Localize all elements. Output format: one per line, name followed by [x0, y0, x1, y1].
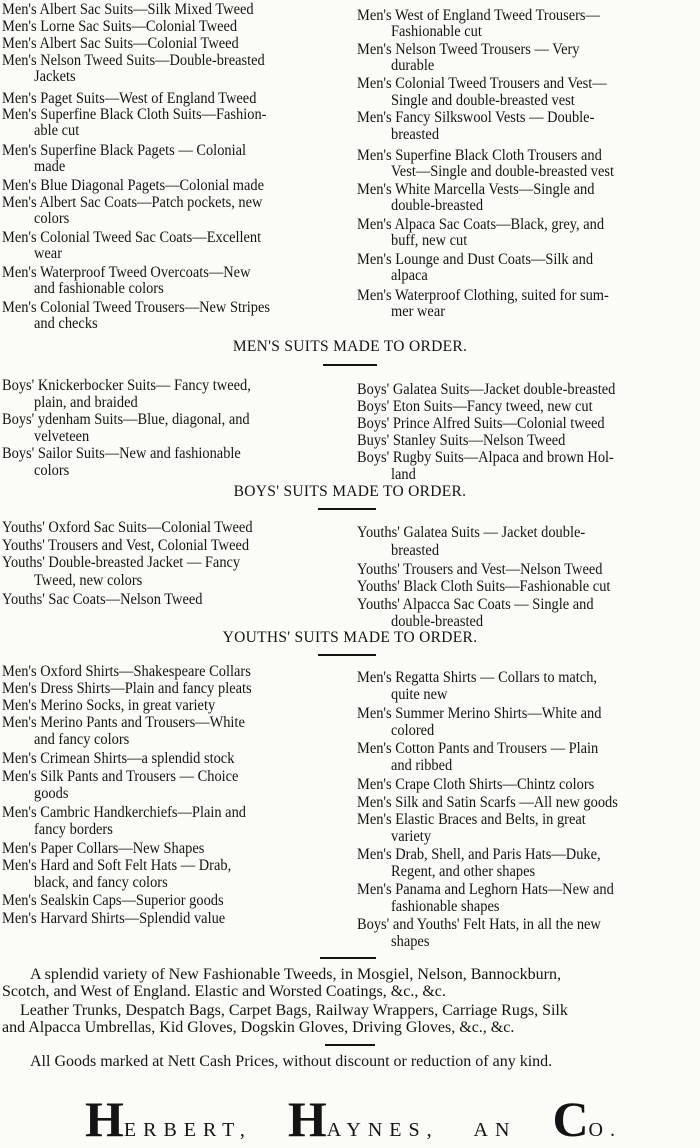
list-item: Youths' Double-breasted Jacket — Fancy — [2, 554, 241, 571]
list-item-continuation: double-breasted — [391, 613, 484, 630]
list-item: Boys' ydenham Suits—Blue, diagonal, and — [2, 411, 250, 428]
tweeds-paragraph-line: Scotch, and West of England. Elastic and Worsted Coatings, &c., &c. — [2, 983, 446, 1000]
goods-paragraph-line: Leather Trunks, Despatch Bags, Carpet Bags, Railway Wrappers, Carriage Rugs, Silk — [20, 1002, 568, 1019]
list-item-continuation: Jackets — [34, 68, 76, 85]
list-item: Boys' and Youths' Felt Hats, in all the new — [357, 916, 601, 933]
mens-section-heading: MEN'S SUITS MADE TO ORDER. — [232, 338, 468, 355]
list-item: Youths' Sac Coats—Nelson Tweed — [2, 591, 203, 608]
list-item-continuation: Vest—Single and double-breasted vest — [391, 163, 614, 180]
divider — [323, 364, 377, 366]
list-item: Boys' Eton Suits—Fancy tweed, new cut — [357, 398, 593, 415]
list-item-continuation: double-breasted — [391, 197, 484, 214]
list-item-continuation: able cut — [34, 122, 80, 139]
list-item-continuation: mer wear — [391, 303, 446, 320]
list-item: Men's Superfine Black Cloth Suits—Fashion- — [2, 106, 267, 123]
list-item: Men's Superfine Black Pagets — Colonial — [2, 142, 247, 159]
list-item-continuation: and ribbed — [391, 757, 453, 774]
list-item-continuation: fancy borders — [34, 821, 113, 838]
brand-word: AN — [473, 1119, 517, 1141]
list-item: Men's Nelson Tweed Trousers — Very — [357, 41, 580, 58]
list-item: Youths' Black Cloth Suits—Fashionable cut — [357, 578, 611, 595]
list-item-continuation: breasted — [391, 542, 440, 559]
list-item: Men's Harvard Shirts—Splendid value — [2, 910, 226, 927]
divider — [318, 508, 376, 510]
brand-initial: C — [552, 1091, 589, 1147]
list-item: Men's Cambric Handkerchiefs—Plain and — [2, 804, 246, 821]
brand-word: O. — [588, 1119, 622, 1141]
list-item-continuation: durable — [391, 57, 435, 74]
list-item: Boys' Prince Alfred Suits—Colonial tweed — [357, 415, 605, 432]
list-item: Men's Albert Sac Suits—Colonial Tweed — [2, 35, 239, 52]
goods-paragraph-line: and Alpacca Umbrellas, Kid Gloves, Dogskin Gloves, Driving Gloves, &c., &c. — [2, 1019, 515, 1036]
list-item: Men's Oxford Shirts—Shakespeare Collars — [2, 663, 251, 680]
list-item: Men's Colonial Tweed Trousers and Vest— — [357, 75, 607, 92]
list-item: Men's Sealskin Caps—Superior goods — [2, 892, 224, 909]
list-item-continuation: goods — [34, 785, 69, 802]
list-item: Men's Merino Socks, in great variety — [2, 697, 216, 714]
list-item-continuation: buff, new cut — [391, 232, 468, 249]
list-item: Men's Dress Shirts—Plain and fancy pleats — [2, 680, 252, 697]
list-item: Buys' Stanley Suits—Nelson Tweed — [357, 432, 566, 449]
list-item: Men's Lounge and Dust Coats—Silk and — [357, 251, 594, 268]
list-item-continuation: shapes — [391, 933, 430, 950]
list-item-continuation: Regent, and other shapes — [391, 863, 536, 880]
brand-word: ERBERT, — [123, 1119, 252, 1141]
list-item: Men's Waterproof Clothing, suited for sum- — [357, 287, 609, 304]
list-item: Men's Superfine Black Cloth Trousers and — [357, 147, 602, 164]
list-item: Men's Waterproof Tweed Overcoats—New — [2, 264, 251, 281]
list-item-continuation: fashionable shapes — [391, 898, 500, 915]
list-item: Men's Paget Suits—West of England Tweed — [2, 90, 257, 107]
list-item-continuation: Tweed, new colors — [34, 572, 143, 589]
list-item: Men's Silk and Satin Scarfs —All new goods — [357, 794, 618, 811]
list-item: Men's Alpaca Sac Coats—Black, grey, and — [357, 216, 605, 233]
list-item: Boys' Rugby Suits—Alpaca and brown Hol- — [357, 449, 614, 466]
list-item: Men's Drab, Shell, and Paris Hats—Duke, — [357, 846, 601, 863]
brand-signature — [85, 1090, 622, 1148]
youths-section-heading: YOUTHS' SUITS MADE TO ORDER. — [222, 629, 478, 646]
list-item: Boys' Knickerbocker Suits— Fancy tweed, — [2, 377, 251, 394]
list-item-continuation: and checks — [34, 315, 98, 332]
list-item: Men's Colonial Tweed Trousers—New Stripes — [2, 299, 270, 316]
list-item: Men's Regatta Shirts — Collars to match, — [357, 669, 598, 686]
list-item-continuation: and fashionable colors — [34, 280, 164, 297]
list-item-continuation: quite new — [391, 686, 448, 703]
tweeds-paragraph-line: A splendid variety of New Fashionable Tweeds, in Mosgiel, Nelson, Bannockburn, — [30, 966, 561, 983]
list-item-continuation: Fashionable cut — [391, 23, 482, 40]
list-item: Men's Hard and Soft Felt Hats — Drab, — [2, 857, 232, 874]
list-item: Men's Albert Sac Coats—Patch pockets, new — [2, 194, 263, 211]
list-item: Boys' Sailor Suits—New and fashionable — [2, 445, 241, 462]
list-item: Men's Crape Cloth Shirts—Chintz colors — [357, 776, 595, 793]
list-item: Men's White Marcella Vests—Single and — [357, 181, 595, 198]
list-item-continuation: colored — [391, 722, 435, 739]
list-item: Men's Nelson Tweed Suits—Double-breasted — [2, 52, 265, 69]
list-item: Men's Elastic Braces and Belts, in great — [357, 811, 586, 828]
list-item-continuation: made — [34, 158, 66, 175]
list-item: Men's Merino Pants and Trousers—White — [2, 714, 245, 731]
list-item: Men's Silk Pants and Trousers — Choice — [2, 768, 239, 785]
divider — [325, 1044, 375, 1046]
list-item: Men's Lorne Sac Suits—Colonial Tweed — [2, 18, 238, 35]
divider — [318, 654, 376, 656]
brand-initial: H — [85, 1091, 124, 1147]
list-item-continuation: Single and double-breasted vest — [391, 92, 575, 109]
list-item: Men's Summer Merino Shirts—White and — [357, 705, 602, 722]
brand-word: AYNES, — [326, 1119, 439, 1141]
list-item-continuation: colors — [34, 462, 70, 479]
list-item: Youths' Trousers and Vest—Nelson Tweed — [357, 561, 603, 578]
list-item: Men's Crimean Shirts—a splendid stock — [2, 750, 235, 767]
list-item: Boys' Galatea Suits—Jacket double-breasted — [357, 381, 616, 398]
list-item-continuation: land — [391, 466, 416, 483]
list-item-continuation: plain, and braided — [34, 394, 138, 411]
list-item-continuation: velveteen — [34, 428, 90, 445]
list-item-continuation: and fancy colors — [34, 731, 130, 748]
list-item: Youths' Galatea Suits — Jacket double- — [357, 524, 586, 541]
list-item: Youths' Trousers and Vest, Colonial Tweed — [2, 537, 250, 554]
list-item-continuation: black, and fancy colors — [34, 874, 168, 891]
list-item: Men's Colonial Tweed Sac Coats—Excellent — [2, 229, 262, 246]
list-item: Men's West of England Tweed Trousers— — [357, 7, 600, 24]
list-item: Men's Panama and Leghorn Hats—New and — [357, 881, 614, 898]
list-item-continuation: colors — [34, 210, 70, 227]
list-item: Men's Blue Diagonal Pagets—Colonial made — [2, 177, 265, 194]
list-item-continuation: wear — [34, 245, 63, 262]
boys-section-heading: BOYS' SUITS MADE TO ORDER. — [233, 483, 467, 500]
list-item: Men's Albert Sac Suits—Silk Mixed Tweed — [2, 1, 254, 18]
list-item: Youths' Oxford Sac Suits—Colonial Tweed — [2, 519, 253, 536]
list-item-continuation: breasted — [391, 126, 440, 143]
list-item: Men's Fancy Silkswool Vests — Double- — [357, 109, 595, 126]
divider — [320, 957, 376, 959]
brand-initial: H — [287, 1091, 327, 1147]
list-item: Youths' Alpacca Sac Coats — Single and — [357, 596, 594, 613]
list-item-continuation: alpaca — [391, 267, 428, 284]
cash-prices-notice: All Goods marked at Nett Cash Prices, without discount or reduction of any kind. — [30, 1053, 553, 1070]
list-item: Men's Cotton Pants and Trousers — Plain — [357, 740, 599, 757]
list-item-continuation: variety — [391, 828, 432, 845]
list-item: Men's Paper Collars—New Shapes — [2, 840, 205, 857]
